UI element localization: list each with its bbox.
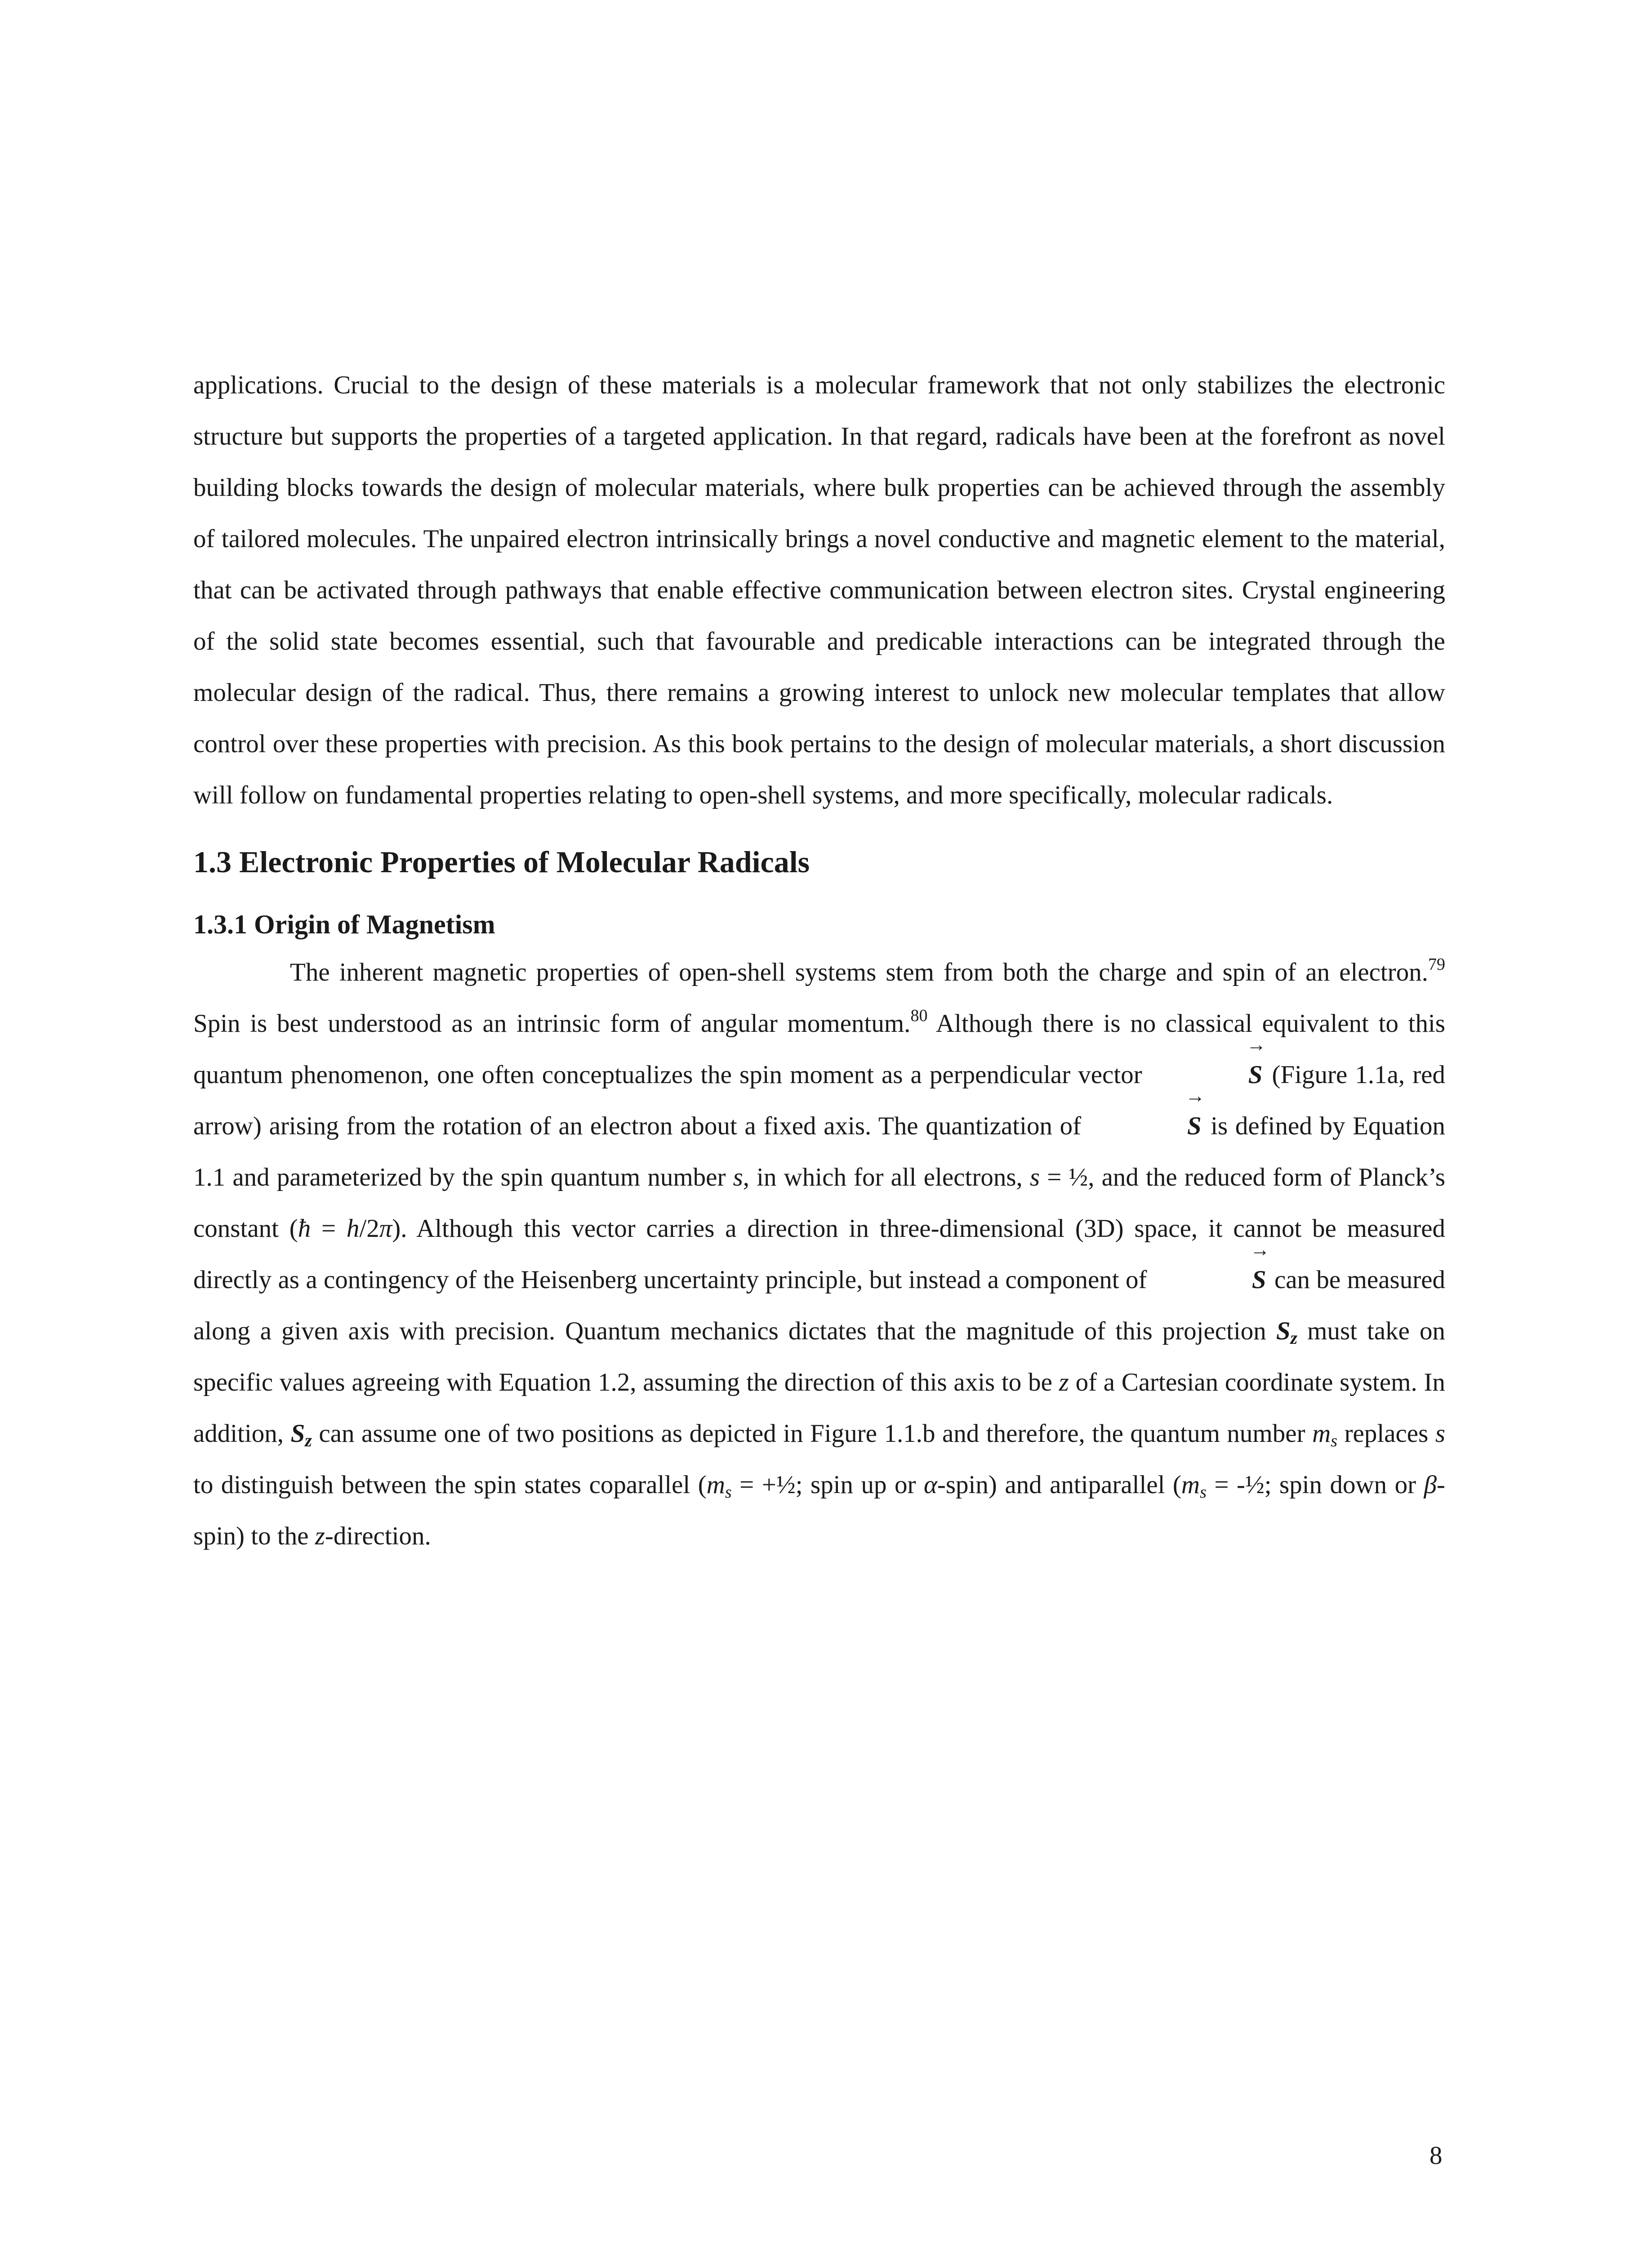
hbar-symbol: ħ bbox=[298, 1214, 311, 1243]
z-axis-symbol: z bbox=[315, 1522, 325, 1550]
body-text: -spin) to the bbox=[193, 1471, 1445, 1550]
spin-quantum-number-symbol: s bbox=[1029, 1163, 1040, 1191]
spin-quantum-number-symbol: s bbox=[1435, 1419, 1445, 1448]
alpha-symbol: α bbox=[923, 1471, 937, 1499]
body-text: is defined by Equation 1.1 and parameterized by the spin quantum number bbox=[193, 1112, 1445, 1191]
z-axis-symbol: z bbox=[1059, 1368, 1069, 1396]
body-text: (Figure 1.1a, red arrow) arising from the rotation of an electron about a fixed axis. The quantization of bbox=[193, 1061, 1445, 1140]
body-text: must take on specific values agreeing with Equation 1.2, assuming the direction of this axis to be bbox=[193, 1317, 1445, 1396]
sz-symbol: $S_z$ bbox=[1276, 1317, 1298, 1348]
page-content bbox=[193, 360, 1445, 1562]
page-number: 8 bbox=[1429, 2141, 1443, 2170]
vector-arrow: → bbox=[1246, 1034, 1266, 1056]
body-text: = ½, and the reduced form of Planck’s constant ( bbox=[193, 1163, 1446, 1243]
body-text: /2 bbox=[359, 1214, 379, 1243]
reference-79: 79 bbox=[1428, 955, 1445, 974]
body-text: replaces bbox=[1337, 1419, 1435, 1448]
vector-arrow: → bbox=[1185, 1085, 1205, 1107]
body-text: , in which for all electrons, bbox=[743, 1163, 1030, 1191]
body-text: can be measured along a given axis with precision. Quantum mechanics dictates that the magnitude of this projection bbox=[193, 1266, 1445, 1345]
body-text: to distinguish between the spin states coparallel ( bbox=[193, 1471, 707, 1499]
vector-arrow: → bbox=[1250, 1239, 1270, 1261]
intro-paragraph: applications. Crucial to the design of these materials is a molecular framework that not only stabilizes the electronic structure but supports the properties of a targeted application. In that regard, radicals have been at the forefront as novel building blocks towards the design of molecular materials, where bulk properties can be achieved through the assembly of tailored molecules. The unpaired electron intrinsically brings a novel conductive and magnetic element to the material, that can be activated through pathways that enable effective communication between electron sites. Crystal engineering of the solid state becomes essential, such that favourable and predicable interactions can be integrated through the molecular design of the radical. Thus, there remains a growing interest to unlock new molecular templates that allow control over these properties with precision. As this book pertains to the design of molecular materials, a short discussion will follow on fundamental properties relating to open-shell systems, and more specifically, molecular radicals. bbox=[193, 371, 1445, 809]
spin-quantum-number-symbol: s bbox=[733, 1163, 743, 1191]
body-text: = bbox=[311, 1214, 347, 1243]
body-text: Although there is no classical equivalent to this quantum phenomenon, one often conceptualizes the spin moment as a perpendicular vector bbox=[193, 1009, 1445, 1089]
spin-vector-symbol: → S bbox=[1089, 1101, 1203, 1152]
planck-symbol: h bbox=[346, 1214, 360, 1243]
body-text: Spin is best understood as an intrinsic form of angular momentum. bbox=[193, 1009, 911, 1038]
ms-symbol: $m_s$ bbox=[1181, 1471, 1207, 1502]
body-text: The inherent magnetic properties of open-shell systems stem from both the charge and spin of an electron. bbox=[290, 958, 1428, 986]
beta-symbol: β bbox=[1424, 1471, 1437, 1499]
ms-symbol: $m_s$ bbox=[1312, 1419, 1338, 1450]
ms-symbol: $m_s$ bbox=[706, 1471, 732, 1502]
section-heading: 1.3 Electronic Properties of Molecular Radicals bbox=[193, 845, 810, 879]
body-text: ). Although this vector carries a direction in three-dimensional (3D) space, it cannot be measured directly as a contingency of the Heisenberg uncertainty principle, but instead a component of bbox=[193, 1214, 1445, 1294]
body-text: -spin) and antiparallel ( bbox=[937, 1471, 1181, 1499]
reference-80: 80 bbox=[910, 1006, 928, 1025]
subsection-heading: 1.3.1 Origin of Magnetism bbox=[193, 910, 495, 939]
sz-symbol: $S_z$ bbox=[290, 1419, 312, 1450]
spin-vector-symbol: → S bbox=[1150, 1049, 1265, 1101]
body-text: -direction. bbox=[325, 1522, 431, 1550]
body-text: = -½; spin down or bbox=[1206, 1471, 1424, 1499]
origin-of-magnetism-paragraph bbox=[193, 947, 1445, 1562]
body-text: = +½; spin up or bbox=[731, 1471, 924, 1499]
pi-symbol: π bbox=[379, 1214, 392, 1243]
body-text: of a Cartesian coordinate system. In addition, bbox=[193, 1368, 1445, 1448]
body-text: can assume one of two positions as depicted in Figure 1.1.b and therefore, the quantum number bbox=[312, 1419, 1313, 1448]
spin-vector-symbol: → S bbox=[1153, 1254, 1268, 1306]
